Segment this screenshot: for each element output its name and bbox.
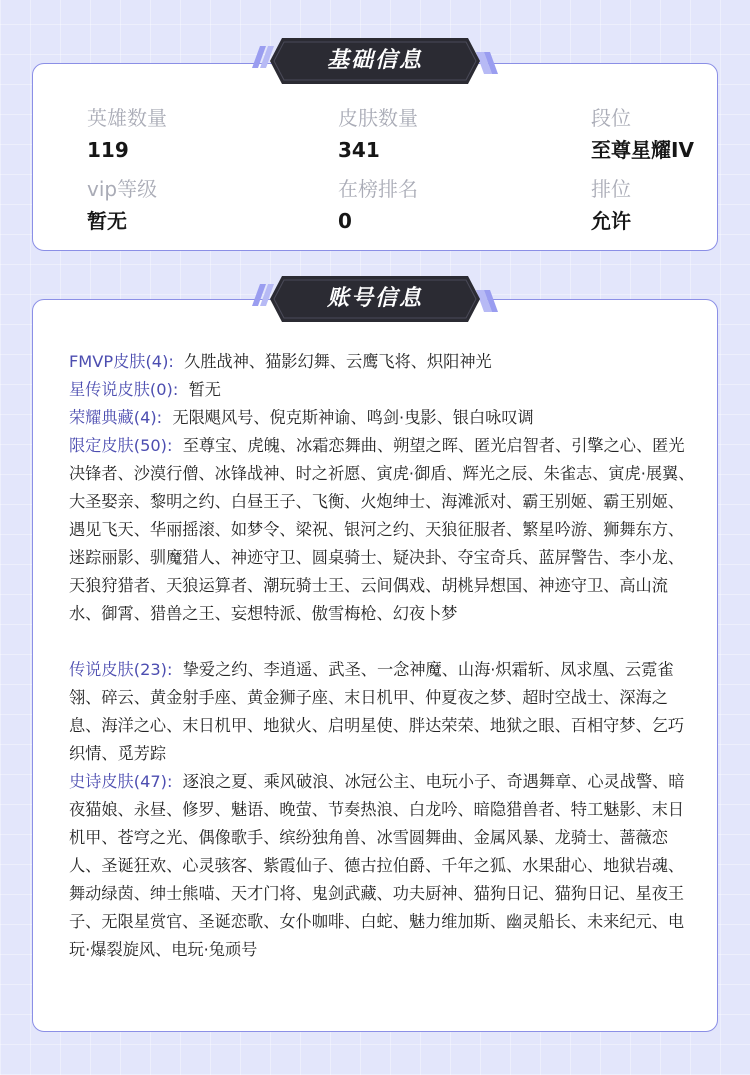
stat-rank-tier bbox=[591, 104, 750, 164]
account-info-title: 账号信息 bbox=[326, 286, 423, 311]
account-info-banner bbox=[250, 276, 500, 322]
category-label: 荣耀典藏(4): bbox=[69, 408, 163, 427]
stat-label: 排位 bbox=[591, 177, 631, 201]
stat-label: 段位 bbox=[591, 106, 631, 130]
category-items: 逐浪之夏、乘风破浪、冰冠公主、电玩小子、奇遇舞章、心灵战警、暗夜猫娘、永昼、修罗、魅语、晚萤、节奏热浪、白龙吟、暗隐猎兽者、特工魅影、末日机甲、苍穹之光、偶像歌手、缤纷独角兽、冰雪圆舞曲、金属风暴、龙骑士、蔷薇恋人、圣诞狂欢、心灵骇客、紫霞仙子、德古拉伯爵、千年之狐、水果甜心、地狱岩魂、舞动绿茵、绅士熊喵、天才门将、鬼剑武藏、功夫厨神、猫狗日记、猫狗日记、星夜王子、无限星赏官、圣诞恋歌、女仆咖啡、白蛇、魅力维加斯、幽灵船长、未来纪元、电玩·爆裂旋风、电玩·兔顽号 bbox=[69, 772, 685, 959]
category-items: 挚爱之约、李逍遥、武圣、一念神魔、山海·炽霜斩、凤求凰、云霓雀翎、碎云、黄金射手座、黄金狮子座、末日机甲、仲夏夜之梦、超时空战士、深海之息、海洋之心、末日机甲、地狱火、启明星使、胖达荣荣、地狱之眼、百相守梦、乞巧织情、觅芳踪 bbox=[69, 660, 685, 763]
stat-label: vip等级 bbox=[87, 177, 158, 201]
stat-label: 英雄数量 bbox=[87, 106, 167, 130]
spacer bbox=[69, 628, 699, 656]
category-label: 星传说皮肤(0): bbox=[69, 380, 179, 399]
category-items: 无限飓风号、倪克斯神谕、鸣剑·曳影、银白咏叹调 bbox=[172, 408, 534, 427]
category-label: 史诗皮肤(47): bbox=[69, 772, 173, 791]
stat-value: 119 bbox=[87, 138, 129, 162]
account-skin-list bbox=[69, 348, 699, 964]
basic-info-title: 基础信息 bbox=[326, 48, 423, 73]
category-label: FMVP皮肤(4): bbox=[69, 352, 174, 371]
stat-skin-count bbox=[338, 104, 538, 164]
stat-hero-count bbox=[87, 104, 287, 164]
stat-value: 0 bbox=[338, 209, 352, 233]
stat-value: 341 bbox=[338, 138, 380, 162]
stat-value: 至尊星耀IV bbox=[591, 138, 694, 162]
account-info-card bbox=[32, 299, 718, 1032]
category-label: 传说皮肤(23): bbox=[69, 660, 173, 679]
category-label: 限定皮肤(50): bbox=[69, 436, 173, 455]
category-glory-collection bbox=[69, 404, 699, 432]
category-limited bbox=[69, 432, 699, 628]
stat-vip-level bbox=[87, 175, 287, 235]
category-fmvp bbox=[69, 348, 699, 376]
category-epic bbox=[69, 768, 699, 964]
stat-leaderboard-rank bbox=[338, 175, 538, 235]
category-items: 暂无 bbox=[188, 380, 221, 399]
stat-label: 皮肤数量 bbox=[338, 106, 418, 130]
stat-value: 允许 bbox=[591, 209, 631, 233]
basic-info-card bbox=[32, 63, 718, 251]
category-star-legend bbox=[69, 376, 699, 404]
category-legend bbox=[69, 656, 699, 768]
stat-value: 暂无 bbox=[87, 209, 127, 233]
category-items: 至尊宝、虎魄、冰霜恋舞曲、朔望之晖、匿光启智者、引擎之心、匿光决锋者、沙漠行僧、冰锋战神、时之祈愿、寅虎·御盾、辉光之辰、朱雀志、寅虎·展翼、大圣娶亲、黎明之约、白昼王子、飞衡、火炮绅士、海滩派对、霸王别姬、霸王别姬、遇见飞天、华丽摇滚、如梦令、梁祝、银河之约、天狼征服者、繁星吟游、狮舞东方、迷踪丽影、驯魔猎人、神迹守卫、圆桌骑士、疑决卦、夺宝奇兵、蓝屏警告、李小龙、天狼狩猎者、天狼运算者、潮玩骑士王、云间偶戏、胡桃异想国、神迹守卫、高山流水、御霄、猎兽之王、妄想特派、傲雪梅枪、幻夜卜梦 bbox=[69, 436, 695, 623]
basic-info-banner bbox=[250, 38, 500, 84]
stat-ranked-allowed bbox=[591, 175, 750, 235]
stat-label: 在榜排名 bbox=[338, 177, 418, 201]
category-items: 久胜战神、猫影幻舞、云鹰飞将、炽阳神光 bbox=[184, 352, 492, 371]
